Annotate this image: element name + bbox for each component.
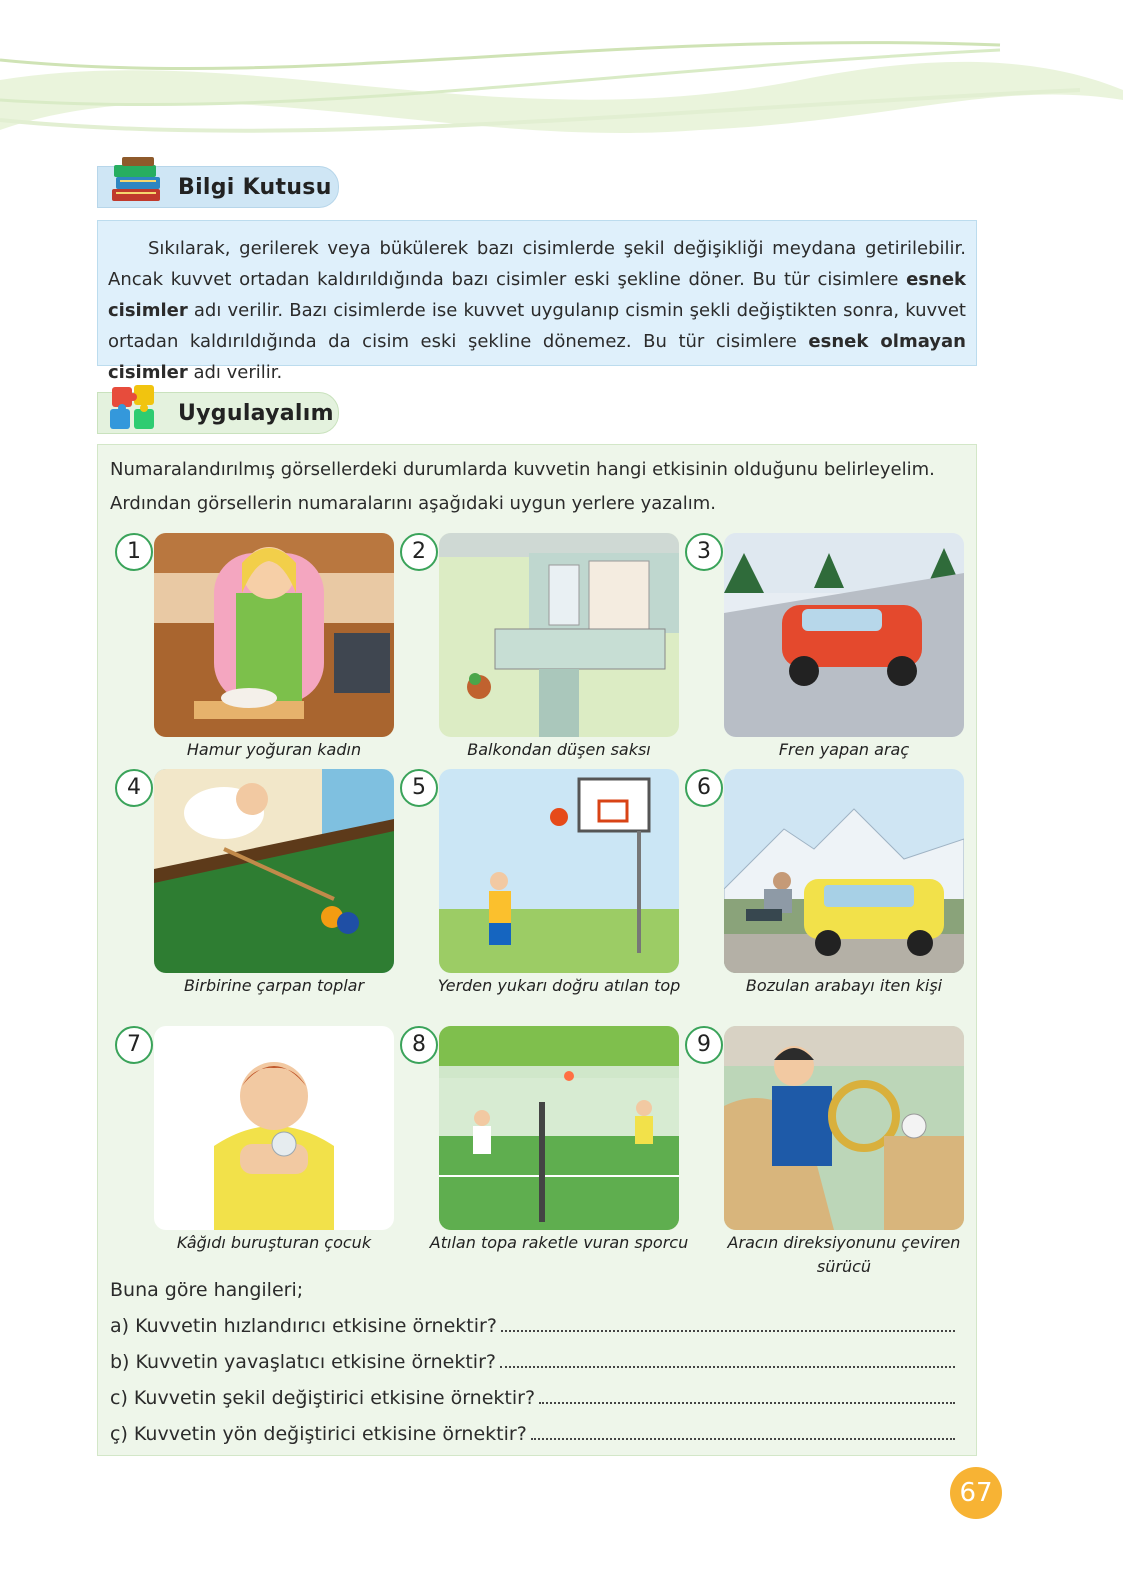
image-driver-steering — [724, 1026, 964, 1230]
question-cc: ç) Kuvvetin yön değiştirici etkisine örnektir? — [110, 1419, 955, 1449]
term-elastic: esnek cisimler — [108, 269, 966, 321]
answer-line-c[interactable] — [539, 1384, 955, 1404]
item-caption: Atılan topa raketle vuran sporcu — [429, 1233, 689, 1252]
puzzle-icon — [106, 381, 162, 433]
image-crumpling-paper — [154, 1026, 394, 1230]
practice-intro: Numaralandırılmış görsellerdeki durumlarda kuvvetin hangi etkisinin olduğunu belirleyelim. Ardından görsellerin numaralarını aşağıdaki uygun yerlere yazalım. — [110, 459, 935, 514]
image-pushing-car — [724, 769, 964, 973]
item-number: 4 — [115, 769, 153, 807]
answer-line-b[interactable] — [500, 1348, 955, 1368]
info-box-title: Bilgi Kutusu — [178, 174, 332, 200]
info-box-header — [97, 166, 339, 208]
item-number: 2 — [400, 533, 438, 571]
item-caption: Fren yapan araç — [778, 740, 910, 759]
info-box — [97, 220, 977, 383]
item-caption: Bozulan arabayı iten kişi — [745, 976, 943, 995]
practice-title: Uygulayalım — [178, 400, 334, 426]
info-box-text: Sıkılarak, gerilerek veya bükülerek bazı cisimlerde şekil değişikliği meydana getirilebilir. Ancak kuvvet ortadan kaldırıldığında bazı cisimler eski şekline döner. Bu tür cisimlere esnek cisimler adı verilir. Bazı cisimlerde ise kuvvet uygulanıp cismin şekli değiştikten sonra, kuvvet ortadan kaldırıldığında da cisim eski şekline dönemez. Bu tür cisimlere esnek olmayan cisimler adı verilir. — [108, 238, 967, 383]
practice-header — [97, 392, 339, 434]
answer-line-a[interactable] — [501, 1312, 955, 1332]
item-caption: Yerden yukarı doğru atılan top — [437, 976, 681, 995]
item-number: 9 — [685, 1026, 723, 1064]
item-caption: Kâğıdı buruşturan çocuk — [176, 1233, 372, 1252]
item-number: 7 — [115, 1026, 153, 1064]
item-caption: Aracın direksiyonunu çeviren sürücü — [727, 1233, 961, 1276]
image-basketball-throw — [439, 769, 679, 973]
question-c: c) Kuvvetin şekil değiştirici etkisine örnektir? — [110, 1383, 955, 1413]
answer-line-cc[interactable] — [531, 1420, 955, 1440]
practice-box — [97, 444, 977, 1456]
books-icon — [108, 155, 166, 207]
page-number: 67 — [950, 1467, 1002, 1519]
item-caption: Hamur yoğuran kadın — [186, 740, 362, 759]
header-wave-decoration — [0, 0, 1123, 160]
image-tennis-players — [439, 1026, 679, 1230]
image-falling-pot — [439, 533, 679, 737]
item-number: 1 — [115, 533, 153, 571]
item-caption: Balkondan düşen saksı — [467, 740, 651, 759]
item-number: 3 — [685, 533, 723, 571]
image-braking-car — [724, 533, 964, 737]
question-b: b) Kuvvetin yavaşlatıcı etkisine örnektir? — [110, 1347, 955, 1377]
question-prompt: Buna göre hangileri; — [110, 1279, 304, 1301]
item-number: 8 — [400, 1026, 438, 1064]
image-billiard-balls — [154, 769, 394, 973]
item-caption: Birbirine çarpan toplar — [183, 976, 365, 995]
item-number: 5 — [400, 769, 438, 807]
question-a: a) Kuvvetin hızlandırıcı etkisine örnektir? — [110, 1311, 955, 1341]
term-non-elastic: esnek olmayan cisimler — [108, 331, 967, 383]
item-number: 6 — [685, 769, 723, 807]
image-kneading-dough — [154, 533, 394, 737]
